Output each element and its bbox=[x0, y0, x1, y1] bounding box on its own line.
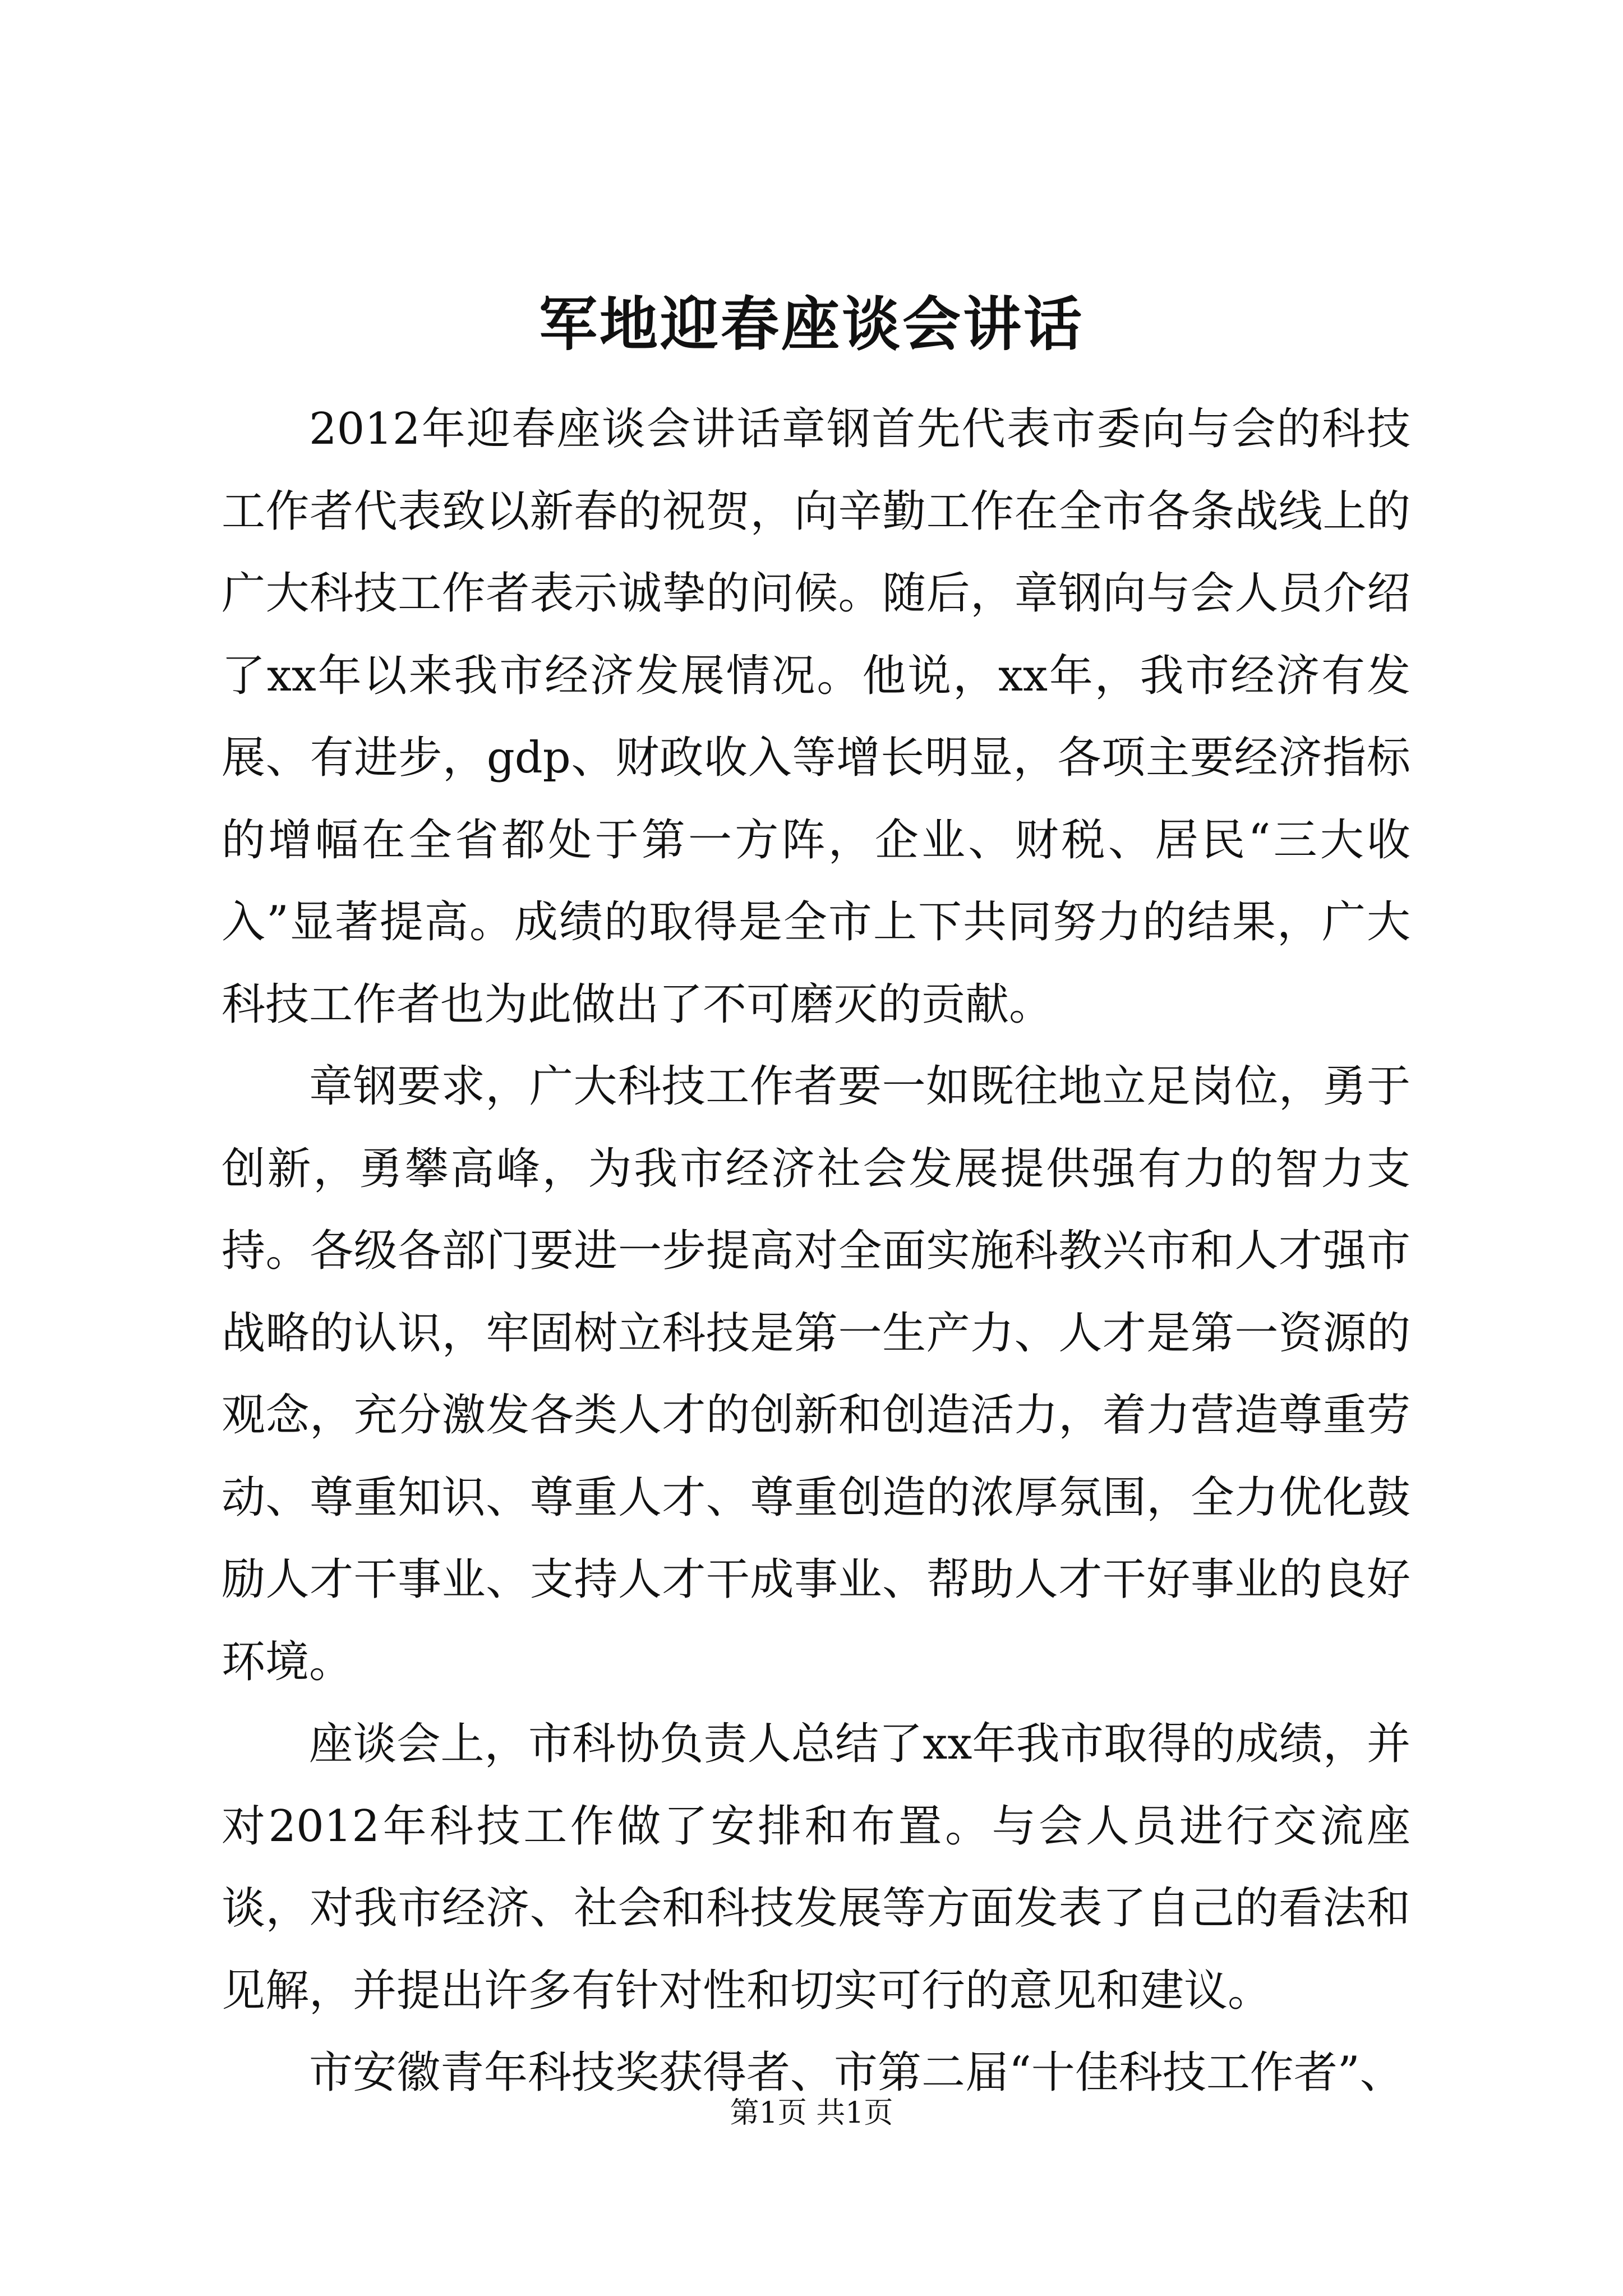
paragraph-2: 章钢要求，广大科技工作者要一如既往地立足岗位，勇于创新，勇攀高峰，为我市经济社会发展提供强有力的智力支持。各级各部门要进一步提高对全面实施科教兴市和人才强市战略的认识，牢固树立科技是第一生产力、人才是第一资源的观念，充分激发各类人才的创新和创造活力，着力营造尊重劳动、尊重知识、尊重人才、尊重创造的浓厚氛围，全力优化鼓励人才干事业、支持人才干成事业、帮助人才干好事业的良好环境。 bbox=[222, 1061, 1410, 1687]
paragraph-1: 2012年迎春座谈会讲话章钢首先代表市委向与会的科技工作者代表致以新春的祝贺，向辛勤工作在全市各条战线上的广大科技工作者表示诚挚的问候。随后，章钢向与会人员介绍了xx年以来我市经济发展情况。他说，xx年，我市经济有发展、有进步，gdp、财政收入等增长明显，各项主要经济指标的增幅在全省都处于第一方阵，企业、财税、居民“三大收入”显著提高。成绩的取得是全市上下共同努力的结果，广大科技工作者也为此做出了不可磨灭的贡献。 bbox=[222, 404, 1410, 1030]
page-footer: 第1页 共1页 bbox=[730, 2096, 893, 2130]
document-body bbox=[222, 388, 1410, 2114]
document-title: 军地迎春座谈会讲话 bbox=[538, 289, 1084, 358]
paragraph-4: 市安徽青年科技奖获得者、市第二届“十佳科技工作者”、 bbox=[309, 2047, 1404, 2098]
paragraph-3: 座谈会上，市科协负责人总结了xx年我市取得的成绩，并对2012年科技工作做了安排和布置。与会人员进行交流座谈，对我市经济、社会和科技发展等方面发表了自己的看法和见解，并提出许多有针对性和切实可行的意见和建议。 bbox=[222, 1719, 1410, 2016]
